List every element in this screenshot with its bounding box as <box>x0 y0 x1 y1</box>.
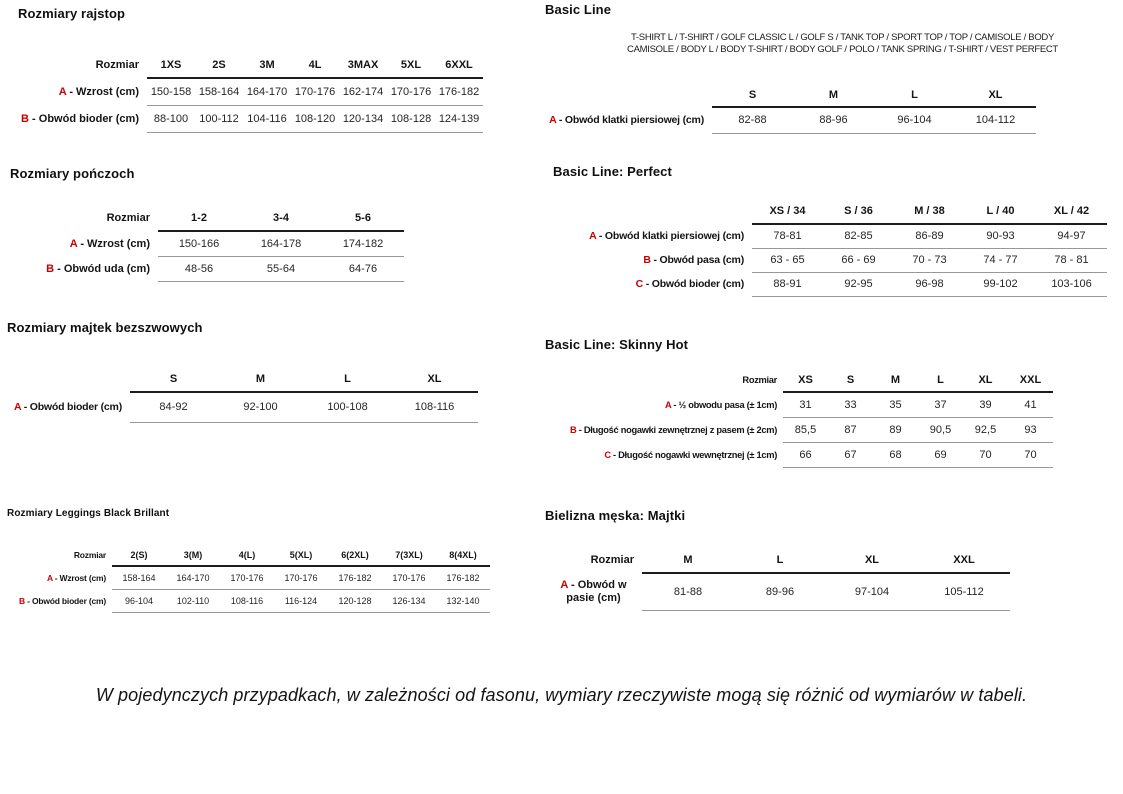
table-cell: 70 <box>1008 442 1053 467</box>
table-cell: 120-128 <box>328 589 382 612</box>
table-cell: 105-112 <box>918 573 1010 610</box>
section-ponczochy <box>10 166 404 282</box>
section-title-majtki-bezszwowe: Rozmiary majtek bezszwowych <box>7 320 203 335</box>
dimension-letter: A <box>549 114 557 126</box>
dimension-letter: C <box>635 278 643 290</box>
table-cell: 104-116 <box>243 105 291 132</box>
column-header: XXL <box>1008 368 1053 392</box>
section-title-basic-line: Basic Line <box>545 2 612 17</box>
column-header: S <box>130 367 217 392</box>
table-cell: 33 <box>828 392 873 417</box>
size-table-leggings <box>7 544 490 613</box>
size-table <box>7 367 478 423</box>
column-header: M <box>217 367 304 392</box>
table-row <box>525 107 1036 133</box>
column-header: S <box>828 368 873 392</box>
size-label-header <box>553 199 752 224</box>
table-cell: 170-176 <box>220 566 274 589</box>
size-table <box>7 544 490 613</box>
size-label-header: Rozmiar <box>742 375 777 385</box>
row-label: A - Obwód klatki piersiowej (cm) <box>589 230 744 242</box>
table-cell: 100-112 <box>195 105 243 132</box>
section-rajstop <box>8 6 483 133</box>
dimension-letter: B <box>21 112 29 125</box>
table-cell: 96-98 <box>894 272 965 296</box>
table-cell: 96-104 <box>874 107 955 133</box>
table-row <box>553 224 1107 248</box>
column-header: 8(4XL) <box>436 544 490 566</box>
header-row <box>525 83 1036 107</box>
size-label-header <box>525 83 712 107</box>
column-header: L / 40 <box>965 199 1036 224</box>
column-header: L <box>304 367 391 392</box>
table-cell: 78 - 81 <box>1036 248 1107 272</box>
table-cell: 55-64 <box>240 256 322 281</box>
dimension-letter: B <box>19 595 25 606</box>
table-cell: 97-104 <box>826 573 918 610</box>
table-cell: 176-182 <box>436 566 490 589</box>
table-cell: 108-128 <box>387 105 435 132</box>
table-row <box>8 78 483 105</box>
row-label: A - Obwód klatki piersiowej (cm) <box>549 114 704 126</box>
table-cell: 67 <box>828 442 873 467</box>
column-header: 2(S) <box>112 544 166 566</box>
basic-line-product-list <box>575 32 1110 56</box>
column-header: 2S <box>195 52 243 78</box>
size-table-bielizna-meska <box>545 547 1010 611</box>
size-label-header: Rozmiar <box>106 212 150 224</box>
table-cell: 82-88 <box>712 107 793 133</box>
table-cell: 124-139 <box>435 105 483 132</box>
row-label: A - Wzrost (cm) <box>46 572 106 583</box>
column-header: 3-4 <box>240 205 322 231</box>
table-cell: 81-88 <box>642 573 734 610</box>
table-cell: 66 - 69 <box>823 248 894 272</box>
column-header: S <box>712 83 793 107</box>
size-table-basic-line-perfect <box>553 199 1107 297</box>
row-label: A - Obwód w pasie (cm) <box>560 578 627 604</box>
table-cell: 126-134 <box>382 589 436 612</box>
column-header: 3M <box>243 52 291 78</box>
row-label: A - Obwód bioder (cm) <box>14 401 122 413</box>
table-cell: 74 - 77 <box>965 248 1036 272</box>
dimension-letter: A <box>14 401 21 413</box>
table-row <box>7 392 478 422</box>
table-cell: 120-134 <box>339 105 387 132</box>
table-cell: 90-93 <box>965 224 1036 248</box>
basic-line-product-list-line2: CAMISOLE / BODY L / BODY T-SHIRT / BODY GOLF / POLO / TANK SPRING / T-SHIRT / VEST PERFECT <box>627 44 1058 55</box>
table-cell: 89-96 <box>734 573 826 610</box>
section-title-basic-line-skinny-hot: Basic Line: Skinny Hot <box>545 337 689 352</box>
column-header: 6(2XL) <box>328 544 382 566</box>
table-cell: 88-91 <box>752 272 823 296</box>
table-cell: 70 - 73 <box>894 248 965 272</box>
column-header: 7(3XL) <box>382 544 436 566</box>
header-row <box>7 544 490 566</box>
column-header: 4L <box>291 52 339 78</box>
section-bielizna-meska <box>545 508 1010 611</box>
row-label: B - Obwód pasa (cm) <box>643 254 744 266</box>
table-cell: 66 <box>783 442 828 467</box>
column-header: M <box>642 547 734 573</box>
table-cell: 158-164 <box>112 566 166 589</box>
dimension-letter: A <box>58 85 67 98</box>
table-cell: 132-140 <box>436 589 490 612</box>
table-cell: 164-170 <box>243 78 291 105</box>
size-table <box>8 52 483 133</box>
table-cell: 162-174 <box>339 78 387 105</box>
table-cell: 96-104 <box>112 589 166 612</box>
table-cell: 92-100 <box>217 392 304 422</box>
column-header: 5(XL) <box>274 544 328 566</box>
dimension-letter: A <box>560 578 568 591</box>
row-label: B - Długość nogawki zewnętrznej z pasem (± 2cm) <box>570 424 777 435</box>
table-cell: 92-95 <box>823 272 894 296</box>
section-leggings <box>7 508 490 613</box>
section-majtki-bezszwowe <box>7 320 478 423</box>
size-table-basic-line-skinny-hot <box>545 368 1053 468</box>
section-basic-line-perfect <box>553 164 1107 297</box>
row-label: C - Obwód bioder (cm) <box>635 278 744 290</box>
table-row <box>10 231 404 256</box>
table-cell: 93 <box>1008 417 1053 442</box>
table-cell: 85,5 <box>783 417 828 442</box>
table-row <box>553 272 1107 296</box>
table-row <box>7 589 490 612</box>
table-cell: 150-166 <box>158 231 240 256</box>
table-cell: 64-76 <box>322 256 404 281</box>
table-cell: 90,5 <box>918 417 963 442</box>
table-row <box>545 573 1010 610</box>
column-header: 1-2 <box>158 205 240 231</box>
column-header: XS / 34 <box>752 199 823 224</box>
table-cell: 174-182 <box>322 231 404 256</box>
size-table <box>545 547 1010 611</box>
column-header: M / 38 <box>894 199 965 224</box>
section-title-leggings: Rozmiary Leggings Black Brillant <box>7 508 170 519</box>
table-cell: 108-116 <box>391 392 478 422</box>
size-table <box>545 368 1053 468</box>
size-label-header: Rozmiar <box>590 554 634 566</box>
column-header: XS <box>783 368 828 392</box>
table-row <box>553 248 1107 272</box>
table-cell: 104-112 <box>955 107 1036 133</box>
table-row <box>8 105 483 132</box>
table-cell: 102-110 <box>166 589 220 612</box>
row-label: B - Obwód bioder (cm) <box>21 112 139 125</box>
column-header: XL / 42 <box>1036 199 1107 224</box>
dimension-letter: A <box>665 399 672 410</box>
row-label: A - Wzrost (cm) <box>69 237 150 250</box>
dimension-letter: B <box>643 254 651 266</box>
table-cell: 176-182 <box>328 566 382 589</box>
column-header: XL <box>963 368 1008 392</box>
row-label: B - Obwód uda (cm) <box>46 262 150 275</box>
section-title-ponczochy: Rozmiary pończoch <box>10 166 135 181</box>
table-cell: 170-176 <box>291 78 339 105</box>
column-header: 5-6 <box>322 205 404 231</box>
row-label: A - Wzrost (cm) <box>58 85 139 98</box>
dimension-letter: A <box>589 230 597 242</box>
column-header: M <box>873 368 918 392</box>
section-title-rajstop: Rozmiary rajstop <box>18 6 126 21</box>
column-header: XL <box>391 367 478 392</box>
table-cell: 31 <box>783 392 828 417</box>
table-cell: 103-106 <box>1036 272 1107 296</box>
table-cell: 164-170 <box>166 566 220 589</box>
table-cell: 88-96 <box>793 107 874 133</box>
column-header: M <box>793 83 874 107</box>
header-row <box>8 52 483 78</box>
header-row <box>7 367 478 392</box>
size-label-header <box>7 367 130 392</box>
column-header: 3MAX <box>339 52 387 78</box>
table-row <box>545 417 1053 442</box>
table-cell: 84-92 <box>130 392 217 422</box>
basic-line-product-list-line1: T-SHIRT L / T-SHIRT / GOLF CLASSIC L / GOLF S / TANK TOP / SPORT TOP / TOP / CAMISOLE / BODY <box>630 32 1055 43</box>
size-table <box>525 83 1036 134</box>
table-cell: 164-178 <box>240 231 322 256</box>
column-header: L <box>734 547 826 573</box>
table-cell: 82-85 <box>823 224 894 248</box>
dimension-letter: C <box>604 449 611 460</box>
column-header: XL <box>955 83 1036 107</box>
table-cell: 158-164 <box>195 78 243 105</box>
table-cell: 86-89 <box>894 224 965 248</box>
table-cell: 63 - 65 <box>752 248 823 272</box>
table-cell: 108-120 <box>291 105 339 132</box>
size-table-ponczochy <box>10 205 404 282</box>
column-header: XXL <box>918 547 1010 573</box>
section-title-bielizna-meska: Bielizna męska: Majtki <box>545 508 686 523</box>
dimension-letter: B <box>570 424 577 435</box>
table-cell: 37 <box>918 392 963 417</box>
table-cell: 94-97 <box>1036 224 1107 248</box>
section-basic-line-skinny-hot <box>545 337 1053 468</box>
size-table-majtki-bezszwowe <box>7 367 478 423</box>
table-cell: 150-158 <box>147 78 195 105</box>
size-table-basic-line <box>525 83 1110 134</box>
row-label: A - ½ obwodu pasa (± 1cm) <box>665 399 777 410</box>
table-cell: 78-81 <box>752 224 823 248</box>
size-label-header: Rozmiar <box>73 550 106 560</box>
table-row <box>10 256 404 281</box>
dimension-letter: A <box>46 572 53 583</box>
table-cell: 69 <box>918 442 963 467</box>
table-cell: 48-56 <box>158 256 240 281</box>
header-row <box>10 205 404 231</box>
dimension-letter: A <box>69 237 78 250</box>
disclaimer-note: W pojedynczych przypadkach, w zależności od fasonu, wymiary rzeczywiste mogą się różnić od wymiarów w tabeli. <box>95 685 1028 705</box>
table-cell: 68 <box>873 442 918 467</box>
table-cell: 89 <box>873 417 918 442</box>
table-cell: 39 <box>963 392 1008 417</box>
table-cell: 108-116 <box>220 589 274 612</box>
row-label: C - Długość nogawki wewnętrznej (± 1cm) <box>604 449 777 460</box>
table-cell: 176-182 <box>435 78 483 105</box>
table-cell: 116-124 <box>274 589 328 612</box>
table-cell: 100-108 <box>304 392 391 422</box>
row-label: B - Obwód bioder (cm) <box>19 595 106 606</box>
header-row <box>545 547 1010 573</box>
column-header: L <box>874 83 955 107</box>
size-label-header: Rozmiar <box>95 59 139 71</box>
column-header: 3(M) <box>166 544 220 566</box>
header-row <box>545 368 1053 392</box>
column-header: S / 36 <box>823 199 894 224</box>
column-header: XL <box>826 547 918 573</box>
table-cell: 170-176 <box>382 566 436 589</box>
section-basic-line <box>525 2 1110 134</box>
table-row <box>545 392 1053 417</box>
table-cell: 41 <box>1008 392 1053 417</box>
column-header: 5XL <box>387 52 435 78</box>
table-row <box>7 566 490 589</box>
table-cell: 88-100 <box>147 105 195 132</box>
size-table-rajstop <box>8 52 483 133</box>
column-header: 4(L) <box>220 544 274 566</box>
table-cell: 170-176 <box>387 78 435 105</box>
column-header: L <box>918 368 963 392</box>
section-title-basic-line-perfect: Basic Line: Perfect <box>553 164 672 179</box>
column-header: 6XXL <box>435 52 483 78</box>
size-table <box>10 205 404 282</box>
dimension-letter: B <box>46 262 55 275</box>
table-cell: 35 <box>873 392 918 417</box>
header-row <box>553 199 1107 224</box>
table-cell: 87 <box>828 417 873 442</box>
table-cell: 70 <box>963 442 1008 467</box>
size-table <box>553 199 1107 297</box>
table-row <box>545 442 1053 467</box>
column-header: 1XS <box>147 52 195 78</box>
table-cell: 99-102 <box>965 272 1036 296</box>
table-cell: 92,5 <box>963 417 1008 442</box>
table-cell: 170-176 <box>274 566 328 589</box>
